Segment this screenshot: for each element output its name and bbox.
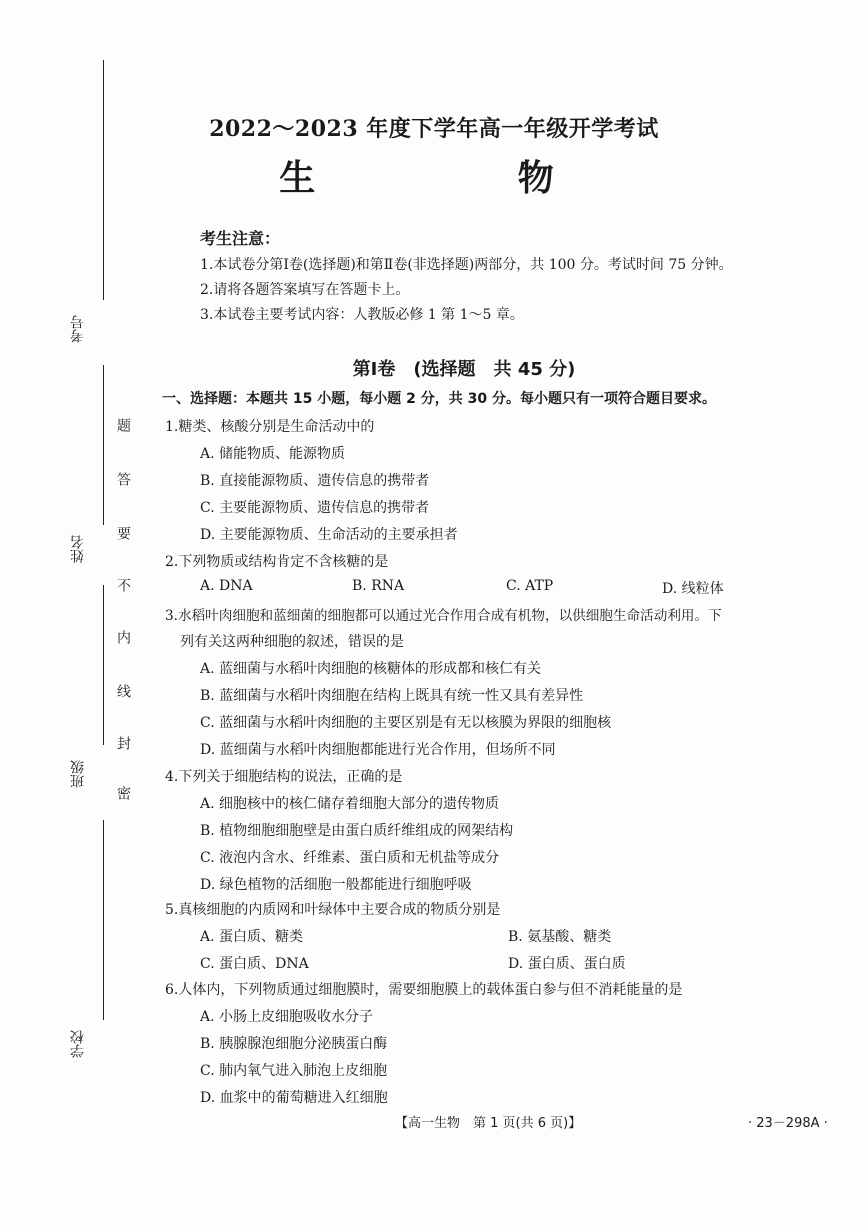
option: A. DNA xyxy=(200,578,253,594)
margin-line-3 xyxy=(103,585,104,745)
option: D. 绿色植物的活细胞一般都能进行细胞呼吸 xyxy=(200,877,472,893)
seal-char: 不 xyxy=(115,578,131,592)
option: D. 主要能源物质、生命活动的主要承担者 xyxy=(200,527,458,543)
seal-char: 内 xyxy=(115,630,131,644)
field-exam-number: 考号 xyxy=(70,315,86,343)
option: C. 蛋白质、DNA xyxy=(200,956,309,972)
option: C. 肺内氧气进入肺泡上皮细胞 xyxy=(200,1063,388,1079)
option: A. 细胞核中的核仁储存着细胞大部分的遗传物质 xyxy=(200,796,500,812)
option: A. 蛋白质、糖类 xyxy=(200,929,304,945)
seal-char: 要 xyxy=(115,526,131,540)
margin-line-2 xyxy=(103,365,104,525)
question-stem: 1.糖类、核酸分别是生命活动中的 xyxy=(165,419,375,435)
option: D. 血浆中的葡萄糖进入红细胞 xyxy=(200,1090,388,1106)
question-stem: 3.水稻叶肉细胞和蓝细菌的细胞都可以通过光合作用合成有机物，以供细胞生命活动利用。下 xyxy=(165,608,722,624)
seal-char: 线 xyxy=(115,684,131,698)
seal-char: 题 xyxy=(115,418,131,432)
seal-char: 密 xyxy=(115,786,131,800)
field-name: 姓名 xyxy=(70,535,86,563)
option: A. 蓝细菌与水稻叶肉细胞的核糖体的形成都和核仁有关 xyxy=(200,661,542,677)
seal-char: 答 xyxy=(115,472,131,486)
exam-code: · 23－298A · xyxy=(748,1116,828,1131)
option: C. 液泡内含水、纤维素、蛋白质和无机盐等成分 xyxy=(200,850,500,866)
exam-title: 2022～2023 年度下学年高一年级开学考试 xyxy=(209,116,659,142)
question-stem: 2.下列物质或结构肯定不含核糖的是 xyxy=(165,554,389,570)
option: B. 氨基酸、糖类 xyxy=(508,929,612,945)
question-stem: 5.真核细胞的内质网和叶绿体中主要合成的物质分别是 xyxy=(165,902,501,918)
question-stem-continued: 列有关这两种细胞的叙述，错误的是 xyxy=(180,634,404,650)
option: D. 线粒体 xyxy=(662,581,724,597)
option: D. 蛋白质、蛋白质 xyxy=(508,956,626,972)
option: C. 主要能源物质、遗传信息的携带者 xyxy=(200,500,430,516)
notice-item: 2.请将各题答案填写在答题卡上。 xyxy=(200,282,410,298)
option: B. 胰腺腺泡细胞分泌胰蛋白酶 xyxy=(200,1036,388,1052)
margin-line-4 xyxy=(103,820,104,1020)
option: C. ATP xyxy=(506,578,554,594)
option: C. 蓝细菌与水稻叶肉细胞的主要区别是有无以核膜为界限的细胞核 xyxy=(200,715,612,731)
question-stem: 6.人体内，下列物质通过细胞膜时，需要细胞膜上的载体蛋白参与但不消耗能量的是 xyxy=(165,982,683,998)
page-footer: 【高一生物 第 1 页(共 6 页)】 xyxy=(395,1116,582,1131)
notice-heading: 考生注意： xyxy=(200,229,281,248)
seal-char: 封 xyxy=(115,736,131,750)
option: B. 蓝细菌与水稻叶肉细胞在结构上既具有统一性又具有差异性 xyxy=(200,688,584,704)
part-heading: 一、选择题：本题共 15 小题，每小题 2 分，共 30 分。每小题只有一项符合题目要求。 xyxy=(162,391,716,407)
option: A. 储能物质、能源物质 xyxy=(200,446,346,462)
option: D. 蓝细菌与水稻叶肉细胞都能进行光合作用，但场所不同 xyxy=(200,742,556,758)
question-stem: 4.下列关于细胞结构的说法，正确的是 xyxy=(165,769,403,785)
section-title: 第Ⅰ卷 (选择题 共 45 分) xyxy=(352,359,576,380)
option: B. RNA xyxy=(352,578,405,594)
option: B. 植物细胞细胞壁是由蛋白质纤维组成的网架结构 xyxy=(200,823,514,839)
option: A. 小肠上皮细胞吸收水分子 xyxy=(200,1009,374,1025)
field-class: 班级 xyxy=(70,760,86,788)
notice-item: 1.本试卷分第Ⅰ卷(选择题)和第Ⅱ卷(非选择题)两部分，共 100 分。考试时间 75 分钟。 xyxy=(200,257,733,273)
notice-item: 3.本试卷主要考试内容：人教版必修 1 第 1～5 章。 xyxy=(200,307,524,323)
subject-title: 生 物 xyxy=(279,157,649,199)
option: B. 直接能源物质、遗传信息的携带者 xyxy=(200,473,430,489)
field-school: 学校 xyxy=(70,1030,86,1058)
